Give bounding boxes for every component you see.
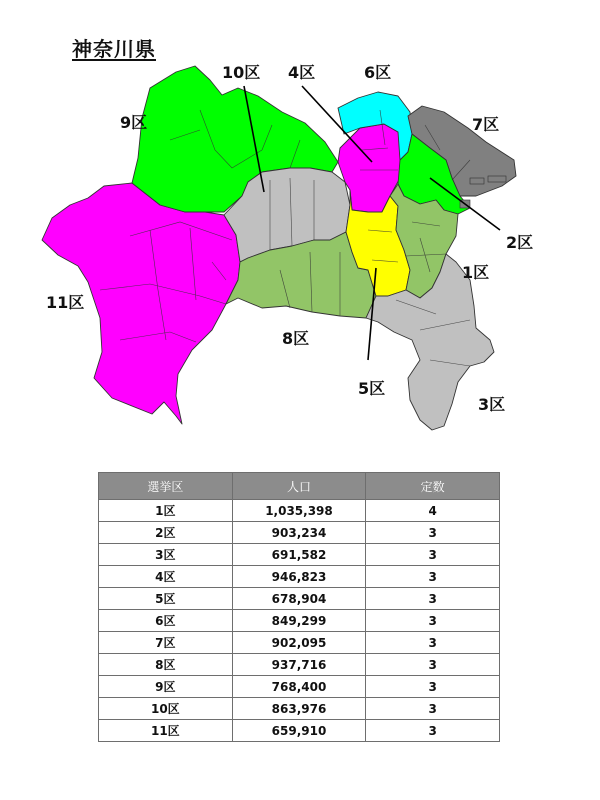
cell-district: 4区 [99, 566, 233, 588]
cell-population: 659,910 [232, 720, 366, 742]
table-row [99, 676, 500, 698]
page-title: 神奈川県 [72, 37, 156, 61]
cell-district: 2区 [99, 522, 233, 544]
cell-population: 946,823 [232, 566, 366, 588]
table-row [99, 698, 500, 720]
district-label-8: 8区 [282, 329, 310, 348]
cell-district: 7区 [99, 632, 233, 654]
district-population-table [98, 472, 500, 742]
cell-population: 903,234 [232, 522, 366, 544]
district-label-7: 7区 [472, 115, 500, 134]
cell-population: 937,716 [232, 654, 366, 676]
district-label-1: 1区 [462, 263, 490, 282]
table-row [99, 522, 500, 544]
table-row [99, 632, 500, 654]
table-row [99, 610, 500, 632]
district-label-2: 2区 [506, 233, 534, 252]
cell-district: 3区 [99, 544, 233, 566]
table-row [99, 588, 500, 610]
cell-population: 678,904 [232, 588, 366, 610]
table-row [99, 566, 500, 588]
district-label-5: 5区 [358, 379, 386, 398]
cell-seats: 3 [366, 632, 500, 654]
cell-seats: 3 [366, 610, 500, 632]
cell-district: 6区 [99, 610, 233, 632]
cell-district: 1区 [99, 500, 233, 522]
cell-population: 849,299 [232, 610, 366, 632]
district-label-9: 9区 [120, 113, 148, 132]
cell-district: 5区 [99, 588, 233, 610]
cell-population: 691,582 [232, 544, 366, 566]
district-label-11: 11区 [46, 293, 85, 312]
table-row [99, 720, 500, 742]
cell-seats: 3 [366, 566, 500, 588]
table-row [99, 654, 500, 676]
district-label-4: 4区 [288, 63, 316, 82]
cell-seats: 3 [366, 720, 500, 742]
cell-seats: 3 [366, 544, 500, 566]
district-label-3: 3区 [478, 395, 506, 414]
table-header-row [99, 473, 500, 500]
cell-seats: 3 [366, 654, 500, 676]
header-population: 人口 [232, 473, 366, 500]
header-seats: 定数 [366, 473, 500, 500]
cell-population: 768,400 [232, 676, 366, 698]
cell-district: 9区 [99, 676, 233, 698]
district-label-10: 10区 [222, 63, 261, 82]
cell-population: 902,095 [232, 632, 366, 654]
cell-population: 1,035,398 [232, 500, 366, 522]
cell-district: 8区 [99, 654, 233, 676]
header-district: 選挙区 [99, 473, 233, 500]
cell-seats: 3 [366, 676, 500, 698]
cell-seats: 4 [366, 500, 500, 522]
cell-district: 11区 [99, 720, 233, 742]
table-row [99, 500, 500, 522]
cell-district: 10区 [99, 698, 233, 720]
table-row [99, 544, 500, 566]
cell-population: 863,976 [232, 698, 366, 720]
cell-seats: 3 [366, 588, 500, 610]
cell-seats: 3 [366, 522, 500, 544]
cell-seats: 3 [366, 698, 500, 720]
district-label-6: 6区 [364, 63, 392, 82]
